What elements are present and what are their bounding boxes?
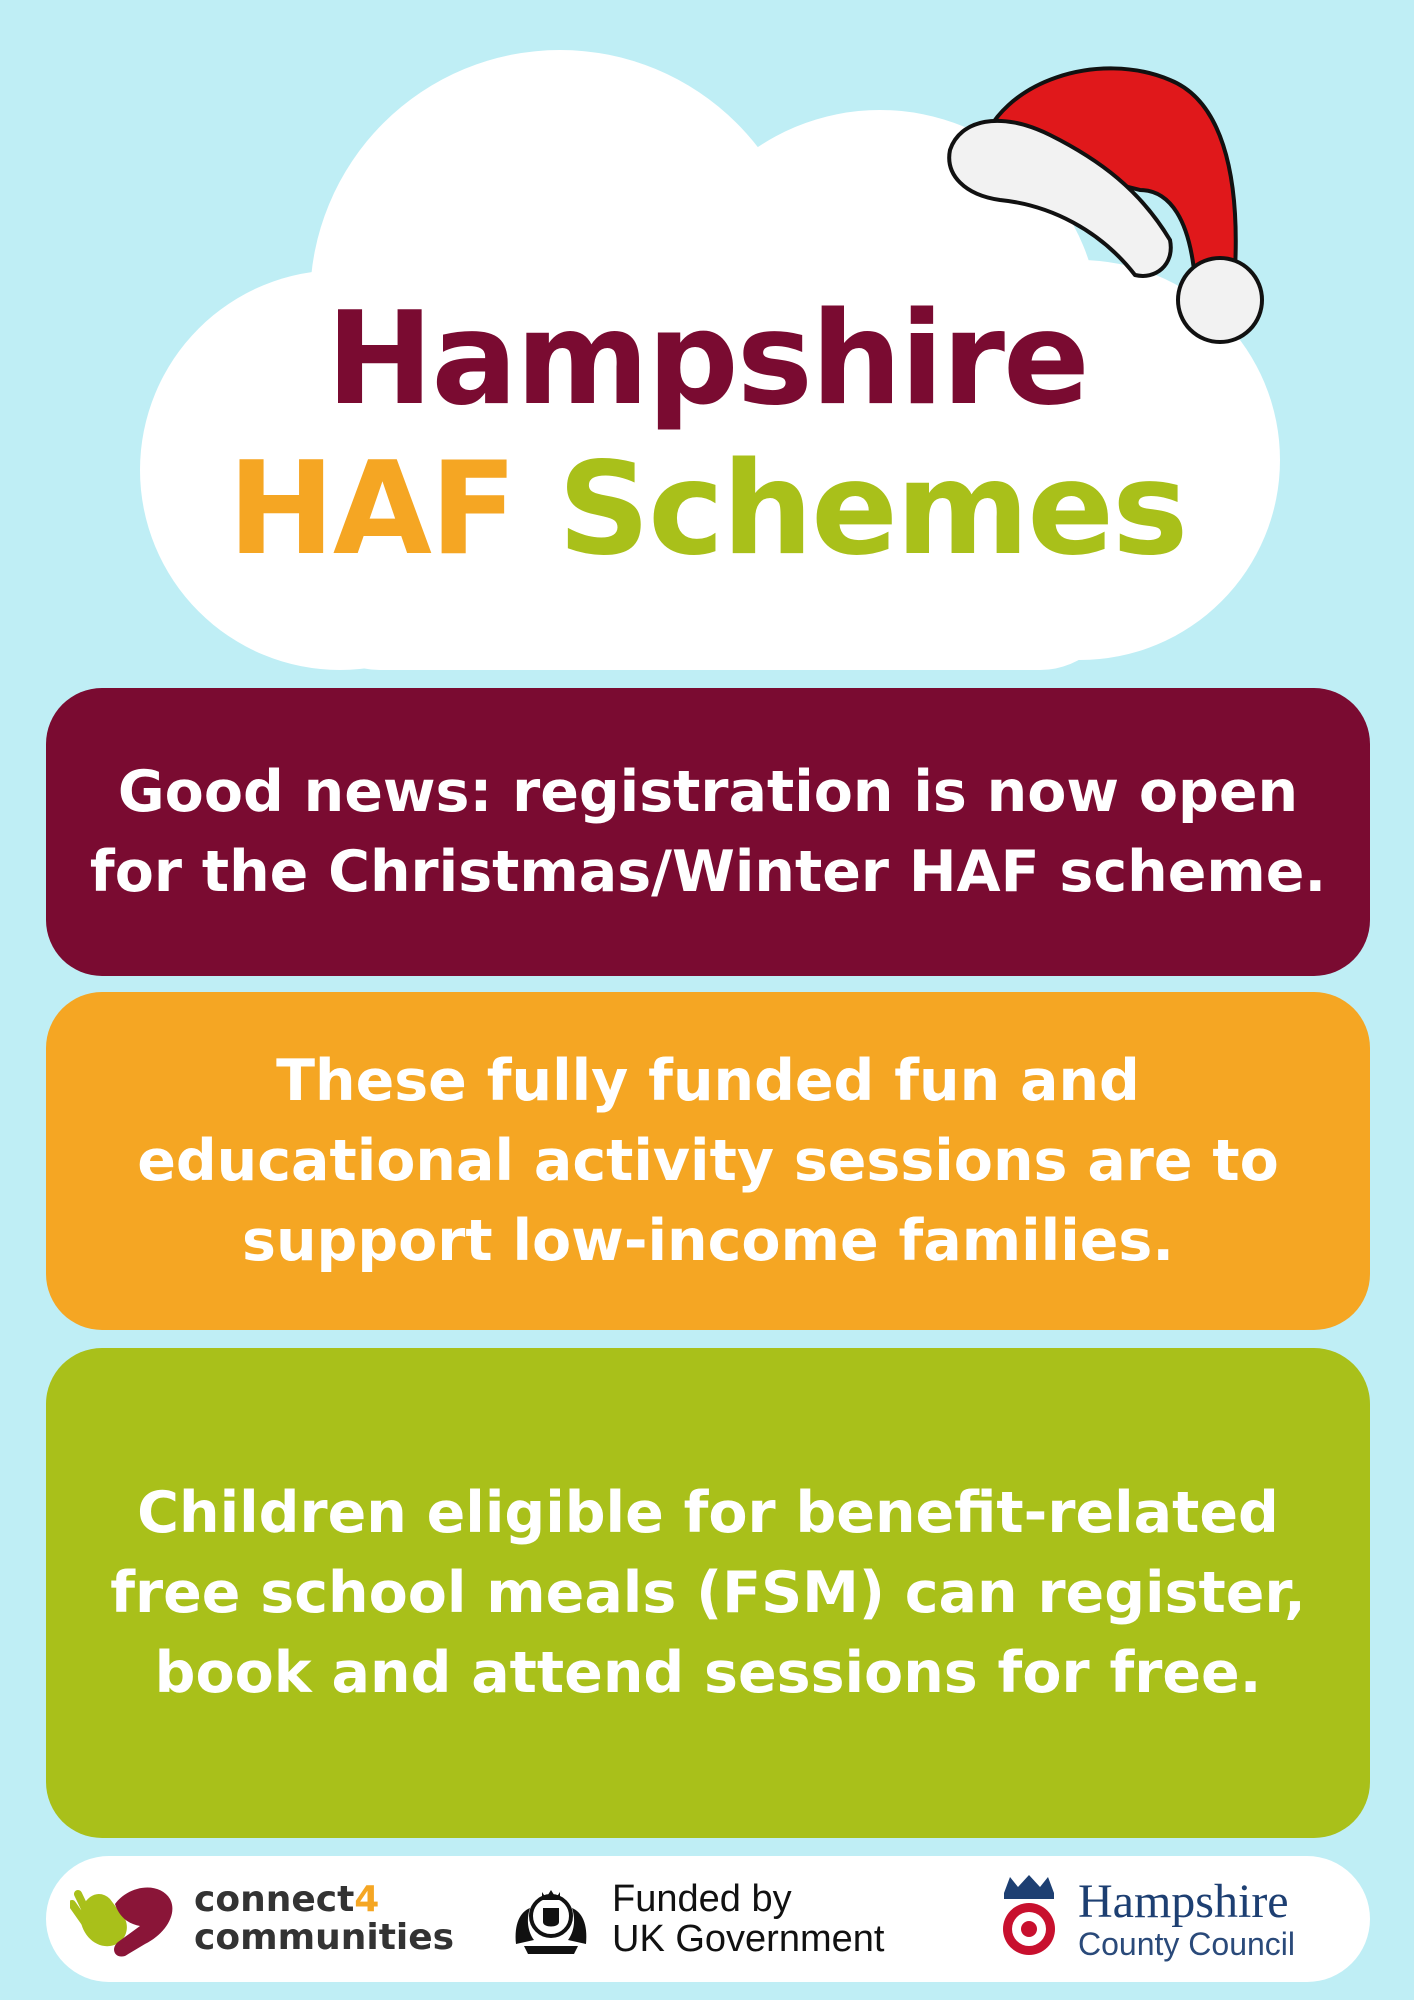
- hampshire-crest-icon: [996, 1871, 1062, 1967]
- title-haf: HAF: [227, 435, 516, 584]
- c4c-word-communities: communities: [194, 1917, 455, 1958]
- eligibility-panel: [46, 1348, 1370, 1838]
- connect4communities-logo: [70, 1856, 454, 1982]
- helping-hands-icon: [70, 1874, 180, 1964]
- uk-government-logo: [506, 1856, 884, 1982]
- registration-panel: [46, 688, 1370, 976]
- sponsor-footer: [46, 1856, 1370, 1982]
- gov-uk-government: UK Government: [612, 1918, 885, 1960]
- gov-funded-by: Funded by: [612, 1878, 792, 1920]
- funding-panel: [46, 992, 1370, 1330]
- title-schemes: Schemes: [557, 435, 1187, 584]
- title-haf-schemes: [0, 435, 1414, 584]
- funding-text: These fully funded fun and educational activity sessions are to support low-income families.: [137, 1048, 1279, 1274]
- title-hampshire: Hampshire: [326, 285, 1088, 434]
- registration-text: Good news: registration is now open for the Christmas/Winter HAF scheme.: [89, 759, 1327, 905]
- hcc-county-council: County Council: [1078, 1926, 1295, 1962]
- c4c-word-connect: connect: [194, 1879, 355, 1920]
- hcc-hampshire: Hampshire: [1078, 1875, 1289, 1928]
- eligibility-text: Children eligible for benefit-related free school meals (FSM) can register, book and attend sessions for free.: [110, 1480, 1306, 1706]
- royal-coat-of-arms-icon: [506, 1874, 596, 1964]
- c4c-word-four: 4: [354, 1879, 380, 1920]
- hampshire-county-council-logo: [996, 1856, 1295, 1982]
